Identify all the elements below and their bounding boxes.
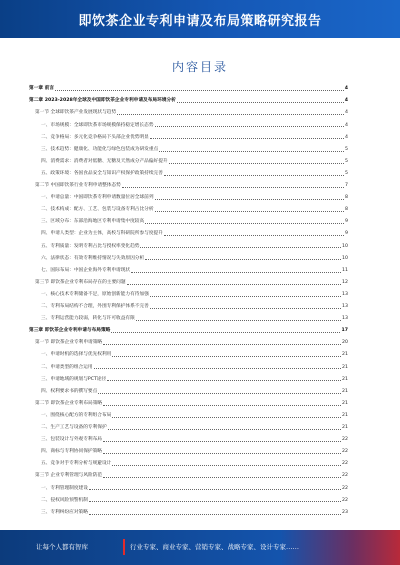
toc-entry-text: 二、技术构成：配方、工艺、包装与设备专利占比分析 (41, 207, 154, 213)
toc-entry[interactable] (41, 305, 348, 310)
toc-page-number: 21 (342, 388, 348, 394)
toc-entry[interactable] (41, 414, 348, 419)
toc-entry-text: 第三节 即饮茶企业专利布局存在的主要问题 (35, 279, 126, 285)
toc-entry[interactable] (41, 123, 348, 128)
toc-entry-text: 三、专利运营能力较弱，转化与许可收益有限 (41, 316, 135, 322)
toc-dot-leader (103, 344, 341, 345)
toc-entry[interactable] (29, 99, 348, 104)
toc-entry[interactable] (41, 462, 348, 467)
toc-page-number: 23 (342, 509, 348, 515)
toc-entry[interactable] (41, 135, 348, 140)
toc-entry[interactable] (41, 365, 348, 370)
toc-dot-leader (117, 114, 344, 115)
toc-entry-text: 四、权利要求书的撰写要点 (41, 388, 98, 394)
toc-entry[interactable] (41, 232, 348, 237)
toc-entry[interactable] (41, 293, 348, 298)
toc-entry[interactable] (41, 220, 348, 225)
toc-dot-leader (136, 320, 341, 321)
toc-entry-text: 二、生产工艺与设备的专利保护 (41, 425, 107, 431)
toc-page-number: 21 (342, 364, 348, 370)
toc-dot-leader (122, 187, 344, 188)
toc-dot-leader (103, 441, 341, 442)
toc-entry-text: 三、申请地域的规划与PCT途径 (41, 376, 107, 382)
toc-page-number: 8 (345, 195, 348, 201)
toc-entry[interactable] (41, 256, 348, 261)
toc-dot-leader (150, 296, 341, 297)
toc-page-number: 9 (345, 219, 348, 225)
toc-entry[interactable] (41, 196, 348, 201)
toc-page-number: 20 (342, 340, 348, 346)
toc-dot-leader (155, 211, 345, 212)
toc-entry-text: 一、核心技术专利储备不足，原始创新能力有待加强 (41, 291, 149, 297)
toc-dot-leader (177, 102, 344, 103)
report-title: 即饮茶企业专利申请及布局策略研究报告 (78, 13, 322, 29)
toc-dot-leader (112, 465, 341, 466)
toc-page-number: 22 (342, 449, 348, 455)
toc-entry-text: 一、专利管理制度建设 (41, 485, 88, 491)
toc-page-number: 9 (345, 231, 348, 237)
toc-entry[interactable] (35, 341, 348, 346)
toc-page-number: 22 (342, 497, 348, 503)
toc-page-number: 21 (342, 412, 348, 418)
toc-dot-leader (150, 308, 341, 309)
toc-entry[interactable] (35, 111, 348, 116)
toc-entry-text: 六、法律状态：有效专利维持情况与失效原因分析 (41, 255, 145, 261)
toc-entry[interactable] (41, 160, 348, 165)
toc-entry[interactable] (41, 172, 348, 177)
toc-dot-leader (159, 151, 344, 152)
toc-entry-text: 第三章 即饮茶企业专利申请与布局策略 (29, 328, 111, 334)
toc-entry[interactable] (41, 317, 348, 322)
toc-dot-leader (145, 259, 341, 260)
footer-divider (123, 539, 125, 555)
toc-page-number: 13 (342, 316, 348, 322)
toc-dot-leader (150, 138, 344, 139)
toc-dot-leader (155, 126, 345, 127)
toc-page-number: 4 (344, 86, 348, 92)
toc-page-number: 17 (341, 328, 348, 334)
toc-entry-text: 七、国际布局：中国企业海外专利申请现状 (41, 267, 131, 273)
toc-entry-text: 四、消费需求：消费者对低糖、无糖及天然成分产品偏好提升 (41, 158, 168, 164)
toc-page-number: 10 (342, 243, 348, 249)
toc-dot-leader (131, 272, 341, 273)
toc-entry-text: 第三节 企业专利管理与风险防范 (35, 473, 103, 479)
toc-entry[interactable] (41, 269, 348, 274)
toc-dot-leader (94, 368, 341, 369)
toc-entry[interactable] (35, 184, 348, 189)
toc-dot-leader (103, 477, 341, 478)
toc-entry[interactable] (41, 498, 348, 503)
toc-dot-leader (164, 175, 344, 176)
toc-entry-text: 一、申请时机的选择与优先权利用 (41, 352, 112, 358)
toc-dot-leader (103, 405, 341, 406)
toc-dot-leader (111, 332, 340, 333)
toc-dot-leader (103, 453, 341, 454)
toc-page-number: 8 (345, 207, 348, 213)
toc-entry-text: 二、专利布局结构不合理，外围专利保护体系不完善 (41, 304, 149, 310)
toc-page-number: 21 (342, 376, 348, 382)
toc-entry-text: 一、市场规模：全球即饮茶市场规模保持稳定增长态势 (41, 122, 154, 128)
toc-page-number: 13 (342, 304, 348, 310)
toc-page-number: 4 (345, 134, 348, 140)
toc-dot-leader (108, 429, 341, 430)
toc-page-number: 4 (345, 122, 348, 128)
toc-page-number: 10 (342, 255, 348, 261)
toc-entry-text: 第二章 2023-2028年全球及中国即饮茶企业专利申请及布局环境分析 (29, 98, 176, 104)
toc-page-number: 4 (345, 110, 348, 116)
toc-entry[interactable] (41, 511, 348, 516)
toc-entry[interactable] (41, 438, 348, 443)
toc-dot-leader (89, 489, 341, 490)
toc-dot-leader (89, 501, 341, 502)
report-header-banner (0, 0, 400, 38)
toc-entry-text: 第一节 即饮茶企业专利申请策略 (35, 340, 103, 346)
toc-entry-text: 第二节 中国即饮茶行业专利申请整体态势 (35, 183, 121, 189)
toc-entry-text: 三、区域分布：东部沿海地区专利申请集中度较高 (41, 219, 145, 225)
toc-dot-leader (155, 199, 345, 200)
toc-entry-text: 二、申请类型的组合运用 (41, 364, 93, 370)
toc-entry[interactable] (41, 390, 348, 395)
toc-entry[interactable] (35, 281, 348, 286)
toc-page-number: 22 (342, 473, 348, 479)
toc-entry-text: 第二节 即饮茶企业专利布局策略 (35, 400, 103, 406)
toc-entry[interactable] (35, 474, 348, 479)
toc-entry[interactable] (41, 244, 348, 249)
toc-entry[interactable] (29, 329, 348, 334)
toc-entry-text: 四、商标与专利协同保护策略 (41, 449, 102, 455)
toc-page-number: 5 (345, 170, 348, 176)
toc-entry[interactable] (41, 148, 348, 153)
toc-entry-text: 二、侵权风险预警机制 (41, 497, 88, 503)
toc-page-number: 7 (345, 183, 348, 189)
toc-dot-leader (98, 393, 341, 394)
toc-dot-leader (55, 90, 344, 91)
toc-entry-text: 第一节 全球即饮茶产业发展现状与趋势 (35, 110, 117, 116)
toc-entry[interactable] (35, 402, 348, 407)
toc-entry-text: 五、竞争对手专利分析与规避设计 (41, 461, 112, 467)
toc-entry-text: 五、专利质量：发明专利占比与授权率变化趋势 (41, 243, 140, 249)
toc-page-number: 12 (342, 279, 348, 285)
toc-page-number: 4 (344, 98, 348, 104)
toc-page-number: 22 (342, 485, 348, 491)
toc-dot-leader (127, 284, 341, 285)
toc-entry[interactable] (29, 87, 348, 92)
toc-dot-leader (107, 380, 341, 381)
toc-dot-leader (145, 223, 344, 224)
toc-entry[interactable] (41, 208, 348, 213)
toc-page-number: 21 (342, 352, 348, 358)
toc-entry[interactable] (41, 450, 348, 455)
toc-page-number: 13 (342, 291, 348, 297)
toc-dot-leader (112, 417, 341, 418)
toc-entry[interactable] (41, 426, 348, 431)
toc-entry-text: 三、技术趋势：健康化、功能化与绿色包装成为研发重点 (41, 146, 159, 152)
toc-dot-leader (169, 163, 344, 164)
toc-page-number: 11 (342, 267, 348, 273)
toc-page-number: 5 (345, 158, 348, 164)
toc-entry[interactable] (41, 377, 348, 382)
toc-entry-text: 三、专利纠纷应对策略 (41, 509, 88, 515)
toc-dot-leader (112, 356, 341, 357)
toc-entry-text: 第一章 前言 (29, 86, 55, 92)
toc-entry-text: 三、包装设计与外观专利布局 (41, 437, 102, 443)
toc-dot-leader (164, 235, 344, 236)
toc-entry-text: 四、申请人类型：企业为主体，高校与科研院所参与度提升 (41, 231, 163, 237)
toc-page-number: 22 (342, 437, 348, 443)
toc-heading: 内容目录 (171, 60, 228, 74)
toc-entry-text: 二、竞争格局：多元化竞争格局下头部企业优势明显 (41, 134, 149, 140)
toc-page-number: 5 (345, 146, 348, 152)
toc-entry-text: 一、申请总量：中国即饮茶专利申请数量位居全球前列 (41, 195, 154, 201)
toc-dot-leader (89, 514, 341, 515)
toc-page-number: 22 (342, 461, 348, 467)
toc-page-number: 21 (342, 400, 348, 406)
toc-dot-leader (140, 247, 341, 248)
toc-entry[interactable] (41, 486, 348, 491)
toc-entry-text: 一、围绕核心配方的专利组合布局 (41, 412, 112, 418)
toc-entry-text: 五、政策环境：各国食品安全与知识产权保护政策持续完善 (41, 170, 163, 176)
footer-expert-list: 行业专家、商业专家、营销专家、战略专家、设计专家…… (130, 543, 299, 551)
toc-entry[interactable] (41, 353, 348, 358)
footer-banner (0, 530, 400, 565)
toc-page-number: 21 (342, 425, 348, 431)
footer-slogan: 让每个人都有智库 (36, 543, 88, 551)
table-of-contents (29, 87, 348, 523)
